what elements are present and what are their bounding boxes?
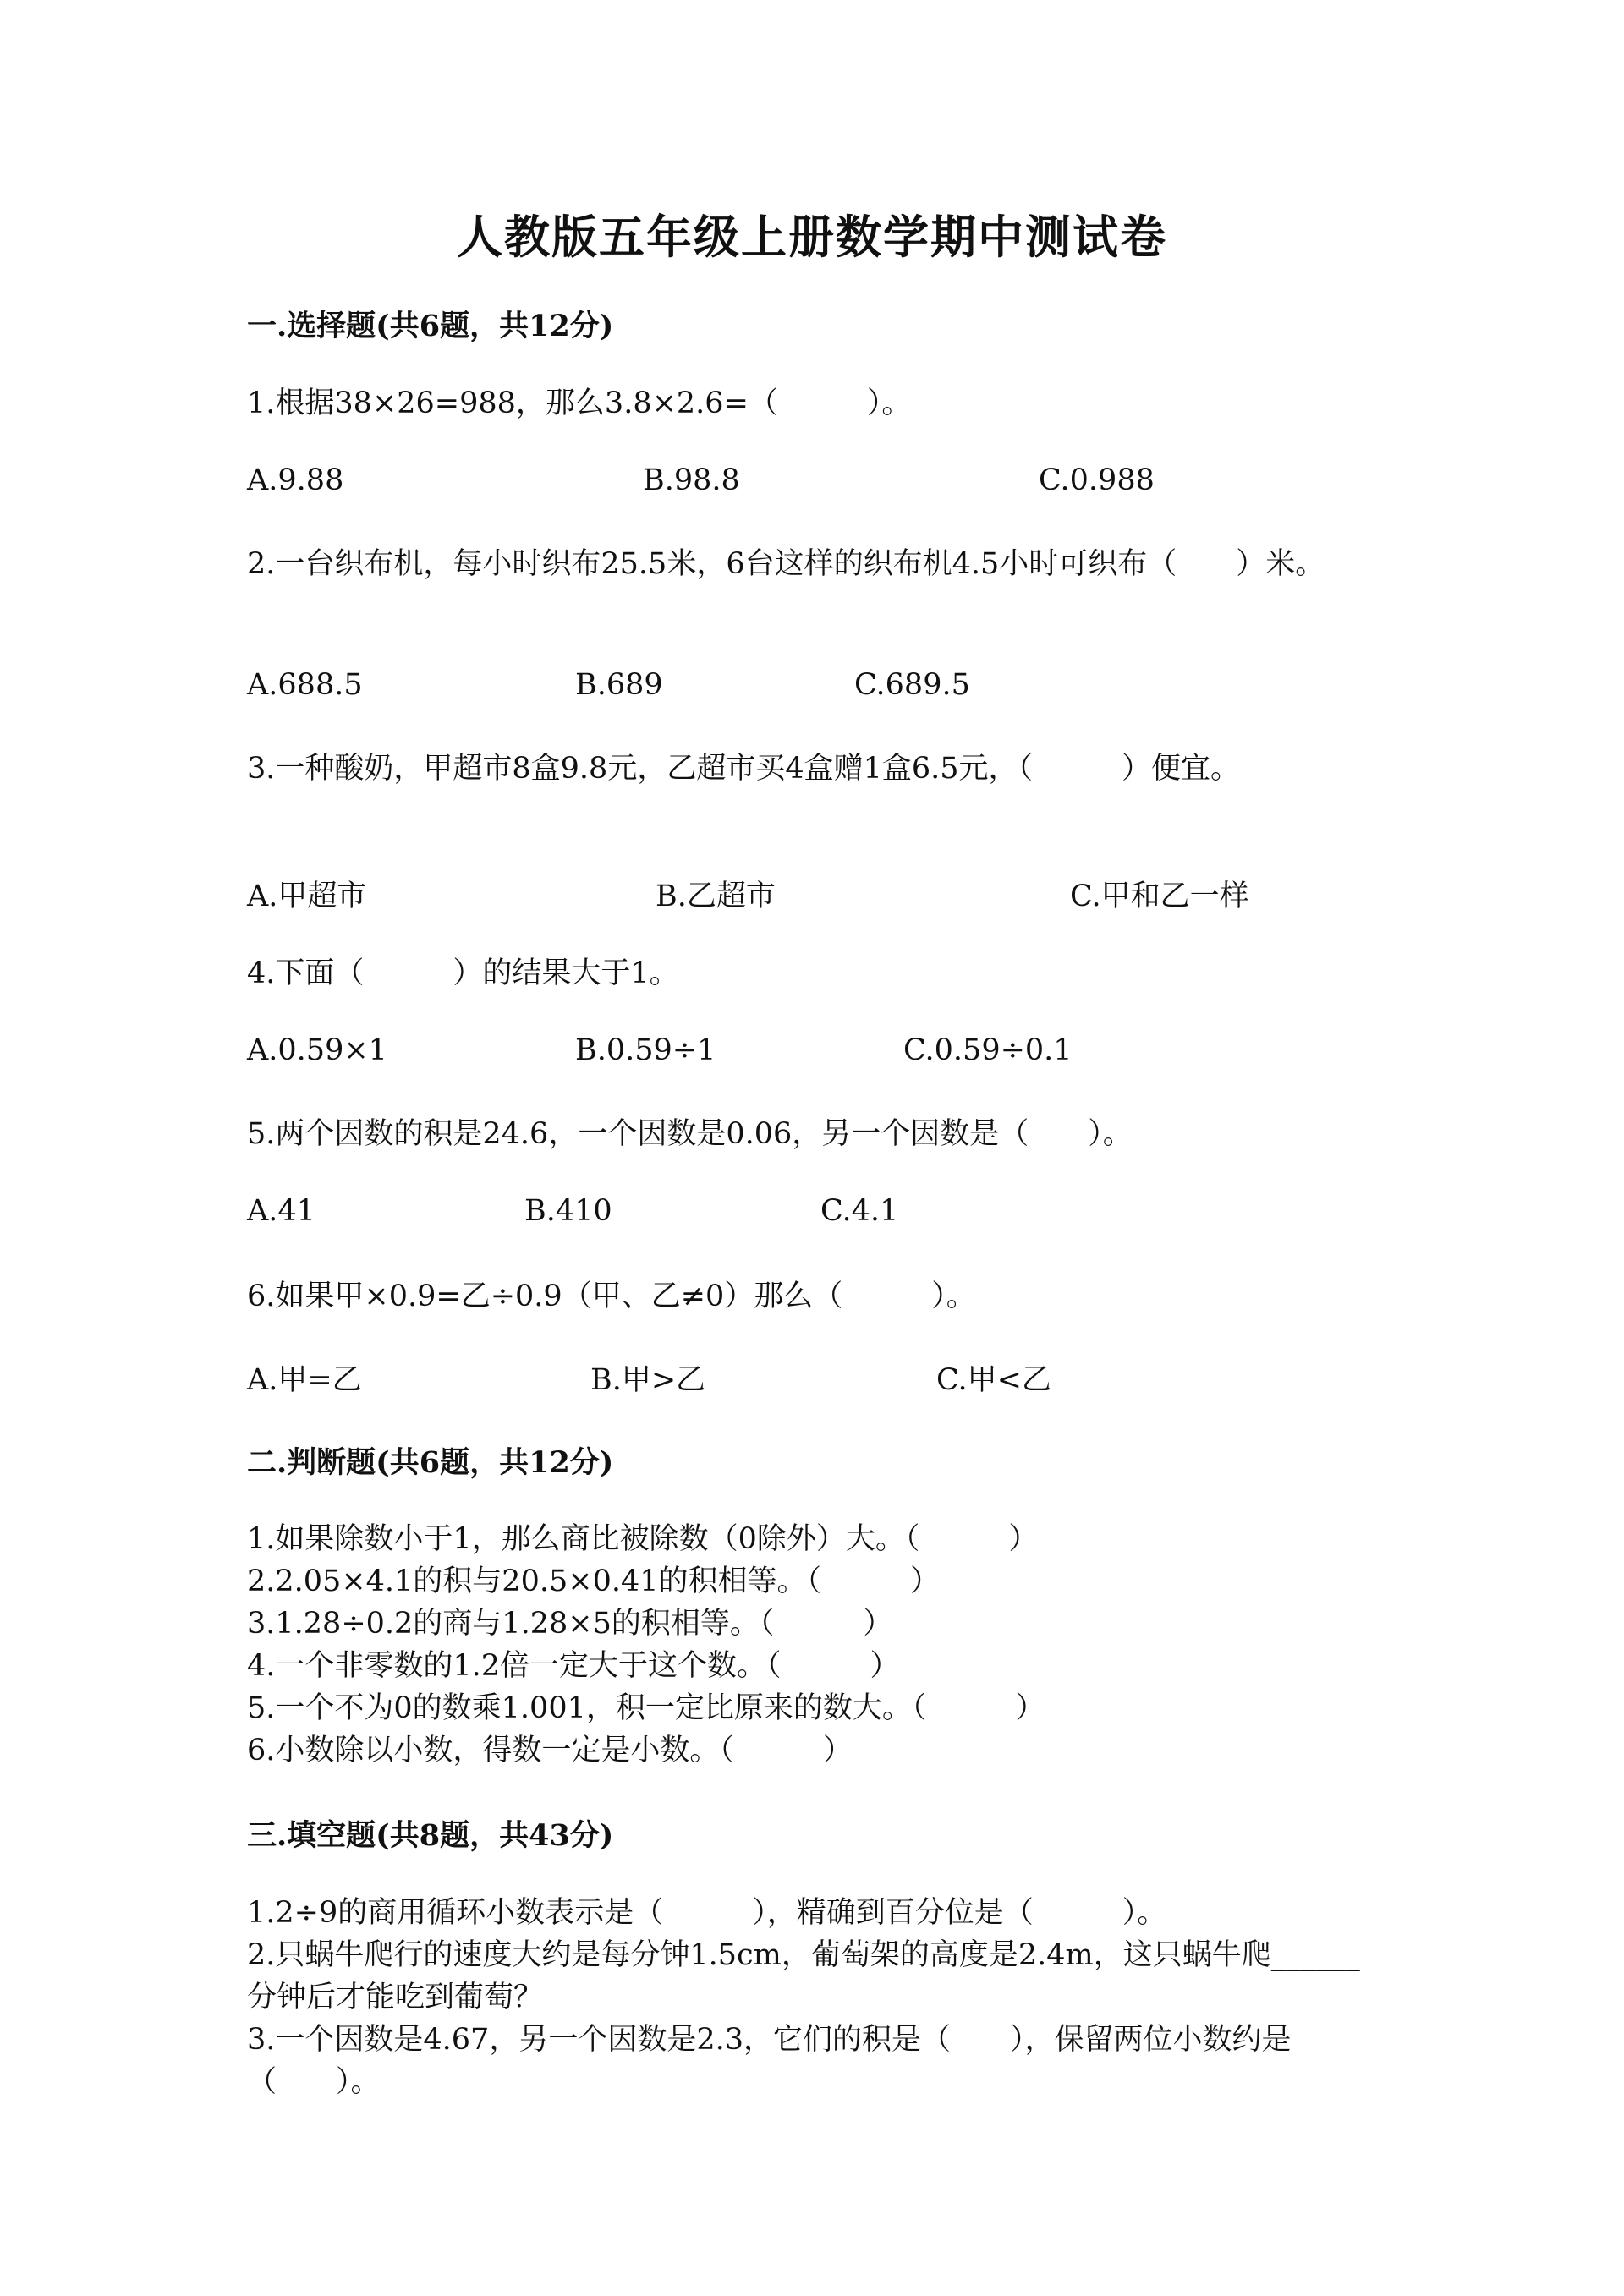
choice-5-option-a: A.41: [247, 1194, 315, 1228]
choice-question-5: 5.两个因数的积是24.6，一个因数是0.06，另一个因数是（ ）。: [247, 1117, 1133, 1151]
judge-question-2: 2.2.05×4.1的积与20.5×0.41的积相等。（ ）: [247, 1564, 940, 1598]
choice-3-option-b: B.乙超市: [656, 879, 776, 913]
choice-5-option-b: B.410: [524, 1194, 612, 1228]
judge-question-1: 1.如果除数小于1，那么商比被除数（0除外）大。（ ）: [247, 1522, 1039, 1556]
choice-3-option-c: C.甲和乙一样: [1070, 879, 1249, 913]
judge-question-3: 3.1.28÷0.2的商与1.28×5的积相等。（ ）: [247, 1607, 893, 1641]
choice-4-option-c: C.0.59÷0.1: [903, 1033, 1073, 1067]
choice-2-option-b: B.689: [575, 668, 663, 702]
fill-question-3: 3.一个因数是4.67，另一个因数是2.3，它们的积是（ ），保留两位小数约是（ ）。: [247, 2023, 1292, 2099]
choice-question-1: 1.根据38×26=988，那么3.8×2.6=（ ）。: [247, 386, 912, 420]
section-heading-fill: 三.填空题(共8题，共43分): [247, 1818, 614, 1853]
choice-question-3: 3.一种酸奶，甲超市8盒9.8元，乙超市买4盒赠1盒6.5元，（ ）便宜。: [247, 752, 1241, 786]
judge-question-6: 6.小数除以小数，得数一定是小数。（ ）: [247, 1734, 853, 1767]
choice-1-option-a: A.9.88: [247, 463, 344, 497]
fill-question-2: 2.只蜗牛爬行的速度大约是每分钟1.5cm，葡萄架的高度是2.4m，这只蜗牛爬______分钟后才能吃到葡萄？: [247, 1938, 1360, 2014]
page-title: 人教版五年级上册数学期中测试卷: [457, 210, 1167, 264]
choice-5-option-c: C.4.1: [820, 1194, 899, 1228]
judge-question-4: 4.一个非零数的1.2倍一定大于这个数。（ ）: [247, 1649, 900, 1683]
choice-4-option-a: A.0.59×1: [247, 1033, 387, 1067]
choice-6-option-a: A.甲=乙: [247, 1363, 362, 1397]
choice-question-4: 4.下面（ ）的结果大于1。: [247, 956, 679, 990]
choice-4-option-b: B.0.59÷1: [575, 1033, 716, 1067]
section-heading-choice: 一.选择题(共6题，共12分): [247, 309, 614, 343]
choice-6-option-c: C.甲<乙: [936, 1363, 1051, 1397]
section-heading-judge: 二.判断题(共6题，共12分): [247, 1445, 614, 1480]
fill-question-1: 1.2÷9的商用循环小数表示是（ ），精确到百分位是（ ）。: [247, 1896, 1167, 1930]
choice-1-option-b: B.98.8: [643, 463, 740, 497]
choice-1-option-c: C.0.988: [1039, 463, 1155, 497]
choice-6-option-b: B.甲>乙: [590, 1363, 706, 1397]
choice-question-6: 6.如果甲×0.9=乙÷0.9（甲、乙≠0）那么（ ）。: [247, 1280, 976, 1313]
choice-3-option-a: A.甲超市: [247, 879, 367, 913]
choice-2-option-a: A.688.5: [247, 668, 363, 702]
choice-question-2: 2.一台织布机，每小时织布25.5米，6台这样的织布机4.5小时可织布（ ）米。: [247, 547, 1325, 581]
choice-2-option-c: C.689.5: [854, 668, 970, 702]
judge-question-5: 5.一个不为0的数乘1.001，积一定比原来的数大。（ ）: [247, 1691, 1045, 1725]
